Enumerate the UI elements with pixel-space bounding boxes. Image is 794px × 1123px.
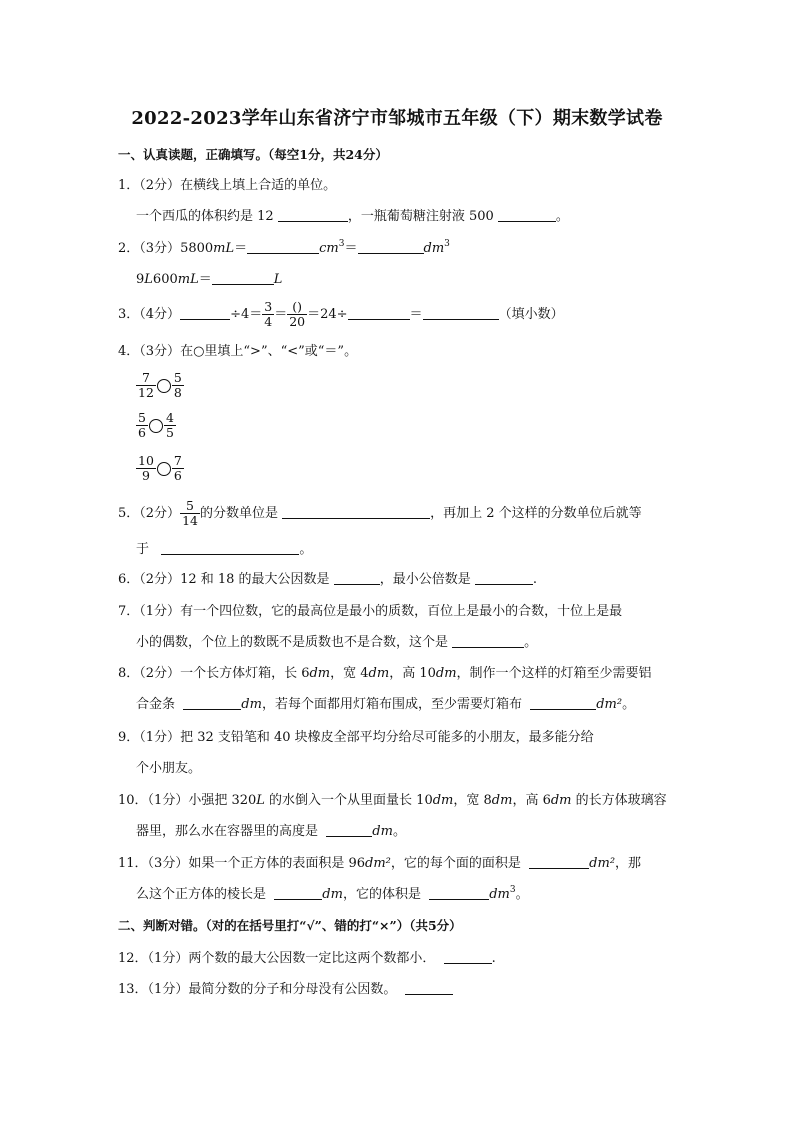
compare-circle[interactable] — [149, 419, 163, 433]
answer-blank[interactable] — [180, 306, 230, 320]
answer-blank[interactable] — [326, 823, 372, 837]
question-1: 1．（2分）在横线上填上合适的单位。 — [118, 178, 337, 193]
question-10-body: 器里，那么水在容器里的高度是 dm。 — [136, 824, 406, 839]
question-9: 9．（1分）把 32 支铅笔和 40 块橡皮全部平均分给尽可能多的小朋友，最多能分给 — [118, 730, 594, 745]
question-8: 8．（2分）一个长方体灯箱，长 6dm，宽 4dm，高 10dm，制作一个这样的灯箱至少需要铝 — [118, 666, 652, 681]
question-11-body: 么这个正方体的棱长是 dm，它的体积是 $dm^3$。 — [136, 885, 529, 902]
question-11: 11．（3分）如果一个正方体的表面积是 96dm²，它的每个面的面积是 dm²，那 — [118, 856, 642, 871]
answer-blank[interactable] — [334, 571, 380, 585]
question-8-body: 合金条 dm，若每个面都用灯箱布围成，至少需要灯箱布 dm²。 — [136, 697, 636, 712]
question-2: 2．（3分）$5800mL= cm^3= dm^3$ — [118, 239, 450, 256]
answer-blank[interactable] — [530, 696, 596, 710]
compare-circle[interactable] — [157, 462, 171, 476]
compare-row: $\frac{7}{12}$ $\frac{5}{8}$ — [138, 370, 182, 400]
answer-blank[interactable] — [405, 981, 453, 995]
answer-blank[interactable] — [161, 541, 299, 555]
question-3: 3．（4分） ÷4＝ $\frac{3}{4}$ ＝ $\frac{()}{20}$ ＝24÷ ＝ （填小数） — [118, 299, 564, 329]
answer-blank[interactable] — [348, 306, 410, 320]
answer-blank[interactable] — [247, 240, 319, 254]
answer-blank[interactable] — [183, 696, 241, 710]
answer-blank[interactable] — [274, 886, 322, 900]
answer-blank[interactable] — [212, 271, 274, 285]
question-6: 6．（2分）12 和 18 的最大公因数是 ，最小公倍数是 . — [118, 572, 537, 587]
question-12: 12．（1分）两个数的最大公因数一定比这两个数都小． . — [118, 951, 496, 966]
answer-blank[interactable] — [529, 855, 589, 869]
fraction: $\frac{()}{20}$ — [289, 299, 306, 329]
question-5: 5．（2分） $\frac{5}{14}$ 的分数单位是 ，再加上 2 个这样的分数单位后就等 — [118, 498, 642, 528]
compare-row: $\frac{5}{6}$ $\frac{4}{5}$ — [138, 410, 174, 440]
question-7: 7．（1分）有一个四位数，它的最高位是最小的质数，百位上是最小的合数，十位上是最 — [118, 604, 623, 619]
answer-blank[interactable] — [429, 886, 489, 900]
question-5-body: 于 。 — [136, 542, 313, 557]
question-10: 10．（1分）小强把 320L 的水倒入一个从里面量长 10dm，宽 8dm，高 6dm 的长方体玻璃容 — [118, 793, 667, 808]
question-2-body: 9L600mL＝ L — [136, 272, 283, 287]
question-13: 13．（1分）最简分数的分子和分母没有公因数。 — [118, 981, 453, 999]
answer-blank[interactable] — [282, 505, 430, 519]
compare-circle[interactable] — [157, 379, 171, 393]
question-7-body: 小的偶数，个位上的数既不是质数也不是合数，这个是 。 — [136, 635, 538, 650]
question-9-body: 个小朋友。 — [136, 761, 202, 776]
answer-blank[interactable] — [452, 634, 524, 648]
answer-blank[interactable] — [423, 306, 499, 320]
compare-row: $\frac{10}{9}$ $\frac{7}{6}$ — [138, 453, 182, 483]
question-4: 4．（3分）在○里填上“>”、“<”或“＝”。 — [118, 344, 358, 359]
section-2-heading: 二、判断对错。（对的在括号里打“√”、错的打“×”）（共5分） — [118, 918, 462, 933]
answer-blank[interactable] — [444, 950, 492, 964]
section-1-heading: 一、认真读题，正确填写。（每空1分，共24分） — [118, 147, 388, 162]
fraction: $\frac{3}{4}$ — [264, 299, 273, 329]
page-title: 2022-2023学年山东省济宁市邹城市五年级（下）期末数学试卷 — [131, 108, 663, 129]
answer-blank[interactable] — [475, 571, 533, 585]
answer-blank[interactable] — [358, 240, 424, 254]
question-1-body: 一个西瓜的体积约是 12 ，一瓶葡萄糖注射液 500 。 — [136, 209, 569, 224]
answer-blank[interactable] — [498, 208, 556, 222]
answer-blank[interactable] — [278, 208, 348, 222]
